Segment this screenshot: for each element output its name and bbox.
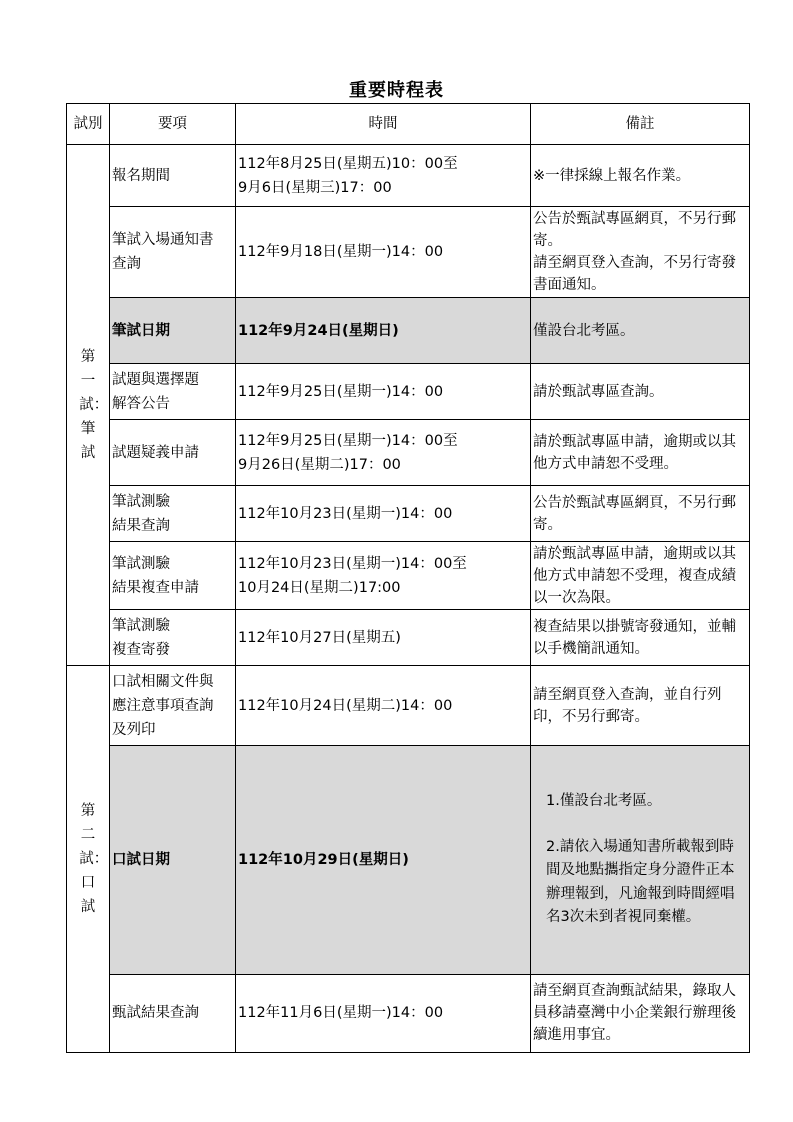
time-cell: 112年10月24日(星期二)14：00 <box>236 666 531 746</box>
item-cell: 試題疑義申請 <box>110 420 236 486</box>
note-list <box>533 768 747 952</box>
item-cell: 甄試結果查詢 <box>110 974 236 1052</box>
stage-cell-first <box>67 145 110 666</box>
header-time: 時間 <box>236 104 531 145</box>
table-row <box>67 486 750 542</box>
note-cell: 請至網頁登入查詢，並自行列印，不另行郵寄。 <box>531 666 750 746</box>
item-cell: 口試相關文件與 應注意事項查詢 及列印 <box>110 666 236 746</box>
schedule-table <box>66 103 750 1053</box>
time-cell: 112年8月25日(星期五)10：00至 9月6日(星期三)17：00 <box>236 145 531 207</box>
note-cell <box>531 746 750 975</box>
item-cell: 筆試入場通知書 查詢 <box>110 207 236 298</box>
time-cell: 112年9月25日(星期一)14：00至 9月26日(星期二)17：00 <box>236 420 531 486</box>
note-list-item: 1.僅設台北考區。 <box>546 793 662 809</box>
table-row <box>67 207 750 298</box>
item-cell: 筆試測驗 結果複查申請 <box>110 542 236 610</box>
item-cell: 試題與選擇題 解答公告 <box>110 364 236 420</box>
table-header-row <box>67 104 750 145</box>
table-row <box>67 298 750 364</box>
note-cell: 請於甄試專區申請，逾期或以其他方式申請恕不受理。 <box>531 420 750 486</box>
header-stage: 試別 <box>67 104 110 145</box>
time-cell: 112年10月23日(星期一)14：00至 10月24日(星期二)17:00 <box>236 542 531 610</box>
note-cell: 僅設台北考區。 <box>531 298 750 364</box>
header-note: 備註 <box>531 104 750 145</box>
note-list-item: 2.請依入場通知書所載報到時間及地點攜指定身分證件正本辦理報到，凡逾報到時間經唱名3次未到者視同棄權。 <box>546 838 735 925</box>
time-cell: 112年9月25日(星期一)14：00 <box>236 364 531 420</box>
stage-cell-second <box>67 666 110 1053</box>
table-row <box>67 364 750 420</box>
header-item: 要項 <box>110 104 236 145</box>
page-title: 重要時程表 <box>349 80 444 101</box>
item-cell: 口試日期 <box>110 746 236 975</box>
time-cell: 112年10月29日(星期日) <box>236 746 531 975</box>
table-row <box>67 610 750 666</box>
table-row <box>67 666 750 746</box>
note-cell: 公告於甄試專區網頁，不另行郵寄。 請至網頁登入查詢，不另行寄發書面通知。 <box>531 207 750 298</box>
table-row <box>67 974 750 1052</box>
time-cell: 112年9月24日(星期日) <box>236 298 531 364</box>
table-row <box>67 145 750 207</box>
item-cell: 報名期間 <box>110 145 236 207</box>
stage-label-second: 第二試：口試 <box>79 802 109 915</box>
note-cell: 公告於甄試專區網頁，不另行郵寄。 <box>531 486 750 542</box>
time-cell: 112年9月18日(星期一)14：00 <box>236 207 531 298</box>
time-cell: 112年10月23日(星期一)14：00 <box>236 486 531 542</box>
item-cell: 筆試日期 <box>110 298 236 364</box>
note-cell: 請至網頁查詢甄試結果，錄取人員移請臺灣中小企業銀行辦理後續進用事宜。 <box>531 974 750 1052</box>
time-cell: 112年10月27日(星期五) <box>236 610 531 666</box>
note-cell: ※一律採線上報名作業。 <box>531 145 750 207</box>
table-row <box>67 746 750 975</box>
item-cell: 筆試測驗 複查寄發 <box>110 610 236 666</box>
table-row <box>67 420 750 486</box>
item-cell: 筆試測驗 結果查詢 <box>110 486 236 542</box>
table-row <box>67 542 750 610</box>
note-cell: 請於甄試專區申請，逾期或以其他方式申請恕不受理，複查成績以一次為限。 <box>531 542 750 610</box>
note-cell: 複查結果以掛號寄發通知，並輔以手機簡訊通知。 <box>531 610 750 666</box>
stage-label-first: 第一試：筆試 <box>79 349 109 461</box>
time-cell: 112年11月6日(星期一)14：00 <box>236 974 531 1052</box>
note-cell: 請於甄試專區查詢。 <box>531 364 750 420</box>
